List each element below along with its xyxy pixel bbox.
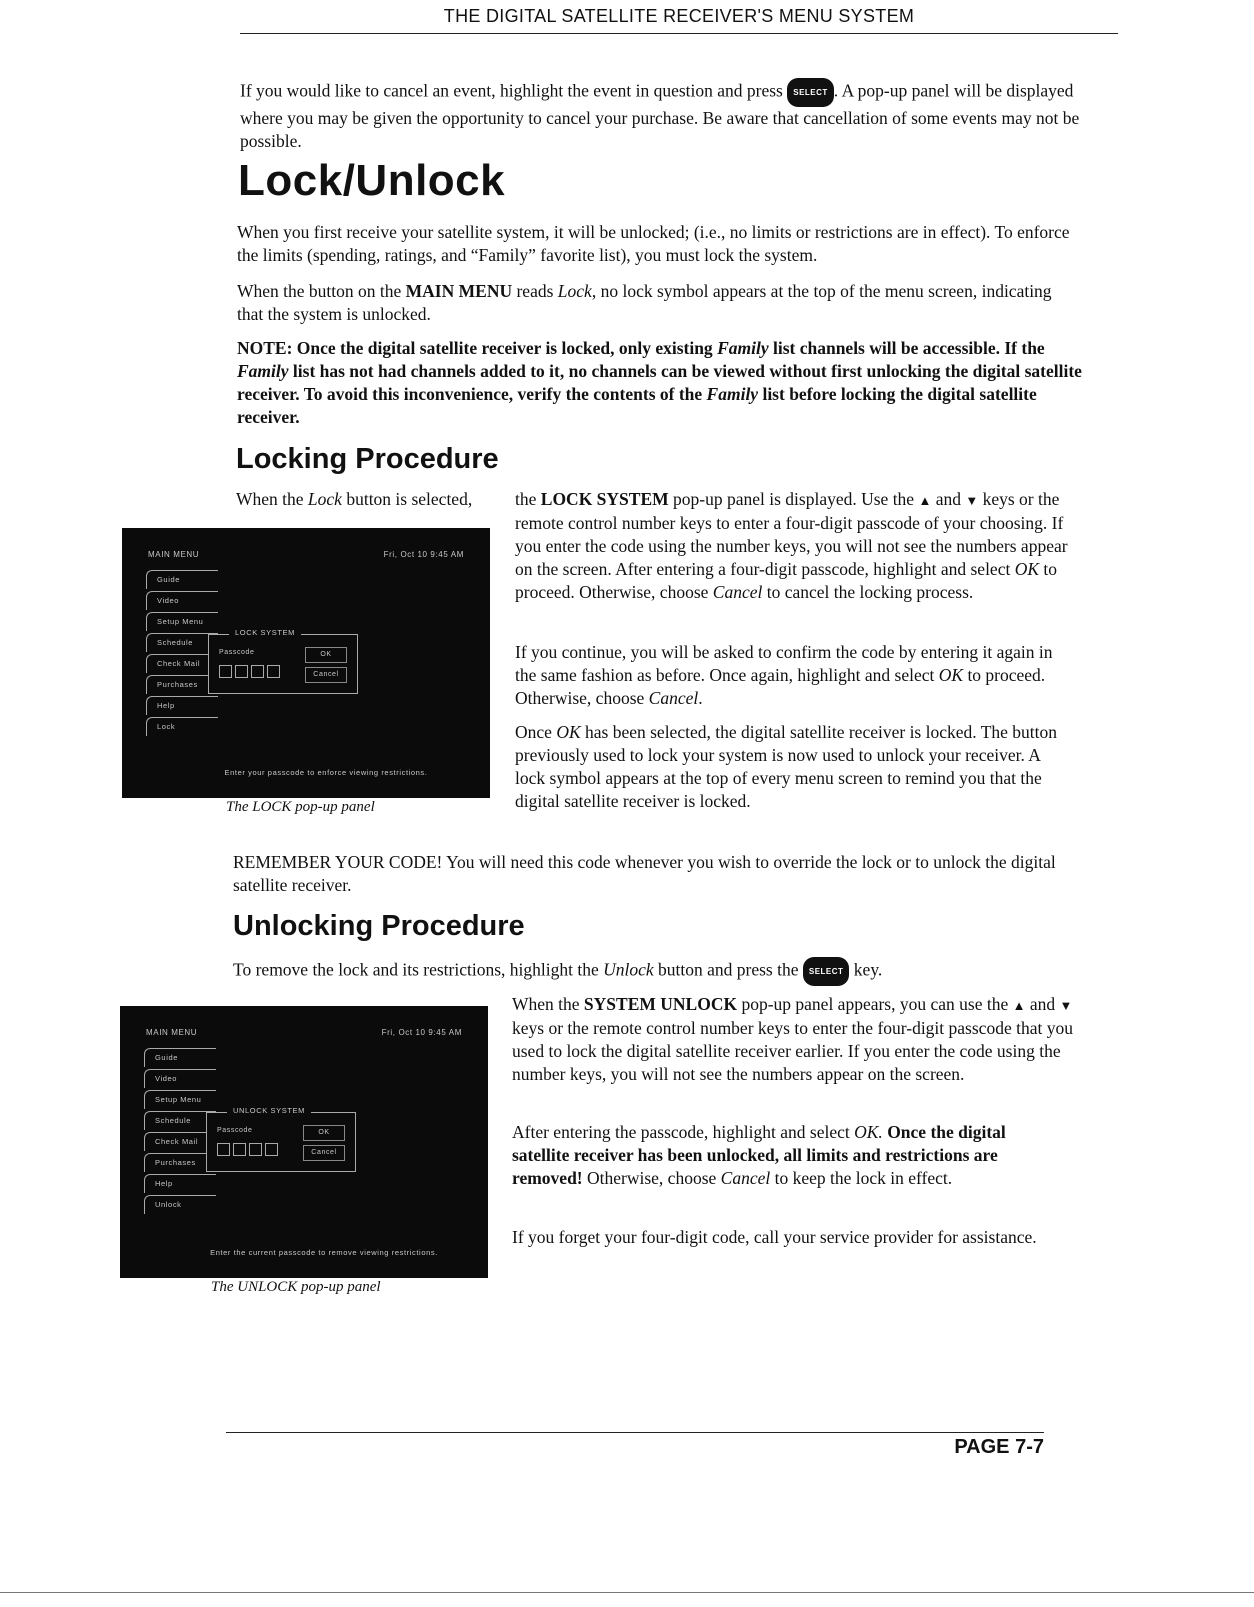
passcode-digit-box: [219, 665, 232, 678]
popup-title: UNLOCK SYSTEM: [227, 1106, 311, 1115]
screen-button-video: Video: [144, 1069, 216, 1088]
cancel-label: Cancel: [720, 1168, 771, 1188]
locking-para-2: [515, 641, 1075, 710]
lock-system-label: LOCK SYSTEM: [540, 489, 669, 509]
down-arrow-icon: ▼: [965, 493, 979, 508]
page-number: PAGE 7-7: [954, 1436, 1044, 1458]
ok-label: OK.: [854, 1122, 883, 1142]
ok-label: OK: [938, 665, 964, 685]
text-span: to keep the lock in effect.: [774, 1168, 953, 1188]
passcode-digit-box: [217, 1143, 230, 1156]
screen-button-setup: Setup Menu: [146, 612, 218, 631]
text-span: list channels will be accessible. If the: [772, 338, 1045, 358]
text-span: When the button on the: [237, 281, 402, 301]
screen-button-purchases: Purchases: [146, 675, 218, 694]
scan-edge-line: [0, 1592, 1254, 1593]
up-arrow-icon: ▲: [1012, 998, 1026, 1013]
text-span: , no lock symbol appears at the top of the menu screen, indicating that the system is unlocked.: [237, 281, 1052, 324]
text-span: to proceed. Otherwise, choose: [515, 665, 1046, 708]
screen-footer-text: Enter your passcode to enforce viewing restrictions.: [224, 768, 428, 777]
unlock-system-popup: [206, 1106, 356, 1172]
screen-button-help: Help: [144, 1174, 216, 1193]
screen-menu-label: MAIN MENU: [146, 1028, 198, 1037]
down-arrow-icon: ▼: [1059, 998, 1073, 1013]
family-label: Family: [237, 361, 289, 381]
popup-title: LOCK SYSTEM: [229, 628, 301, 637]
popup-ok-button: OK: [303, 1125, 345, 1141]
popup-cancel-button: Cancel: [303, 1145, 345, 1161]
text-span: To remove the lock and its restrictions, highlight the: [233, 959, 599, 980]
text-span: key.: [853, 959, 883, 980]
text-span: keys or the remote control number keys to enter a four-digit passcode of your choosing. If you enter the code using the number keys, you will not see the numbers appear on the screen. After entering a four-digit passcode, highlight and select: [515, 489, 1068, 579]
passcode-boxes: [219, 665, 283, 680]
main-menu-label: MAIN MENU: [405, 281, 513, 301]
screen-button-guide: Guide: [146, 570, 218, 589]
popup-cancel-button: Cancel: [305, 667, 347, 683]
note-paragraph: [237, 337, 1097, 429]
intro-paragraph: [240, 78, 1080, 153]
text-span: Once: [515, 722, 552, 742]
screen-menu-label: MAIN MENU: [148, 550, 200, 559]
header-rule: [240, 33, 1118, 34]
up-arrow-icon: ▲: [918, 493, 932, 508]
unlocking-para-1: [512, 993, 1077, 1086]
text-span: pop-up panel is displayed. Use the: [673, 489, 915, 509]
text-span: When the: [512, 994, 580, 1014]
section-title-locking: Locking Procedure: [236, 443, 499, 475]
lock-label: Lock: [307, 489, 342, 509]
text-span: to cancel the locking process.: [766, 582, 974, 602]
lock-screen-image: [122, 528, 490, 798]
text-span: If you continue, you will be asked to confirm the code by entering it again in the same fashion as before. Once again, highlight and select: [515, 642, 1053, 685]
screen-button-schedule: Schedule: [144, 1111, 216, 1130]
select-key-icon: SELECT: [803, 957, 850, 986]
text-span: NOTE: Once the digital satellite receiver is locked, only existing: [237, 338, 713, 358]
cancel-label: Cancel: [648, 688, 699, 708]
text-span: When the: [236, 489, 304, 509]
text-span: list has not had channels added to it, no channels can be viewed without first unlocking the digital satellite receiver. To avoid this inconvenience, verify the contents of the: [237, 361, 1082, 404]
footer-rule: [226, 1432, 1044, 1433]
passcode-digit-box: [235, 665, 248, 678]
screen-button-help: Help: [146, 696, 218, 715]
select-key-icon: SELECT: [787, 78, 834, 107]
text-span: keys or the remote control number keys to enter the four-digit passcode that you used to lock the digital satellite receiver earlier. If you enter the code using the number keys, you will not see the numbers appear on the screen.: [512, 1018, 1073, 1084]
screen-button-purchases: Purchases: [144, 1153, 216, 1172]
lock-system-popup: [208, 628, 358, 694]
passcode-digit-box: [251, 665, 264, 678]
locking-intro: [236, 488, 536, 511]
screen-button-schedule: Schedule: [146, 633, 218, 652]
popup-ok-button: OK: [305, 647, 347, 663]
passcode-digit-box: [265, 1143, 278, 1156]
passcode-digit-box: [267, 665, 280, 678]
intro-text-after: . A pop-up panel will be displayed where you may be given the opportunity to cancel your purchase. Be aware that cancellation of some events may not be possible.: [240, 80, 1080, 151]
screen-button-guide: Guide: [144, 1048, 216, 1067]
unlock-label: Unlock: [603, 959, 654, 980]
passcode-digit-box: [233, 1143, 246, 1156]
screen-datetime: Fri, Oct 10 9:45 AM: [383, 550, 464, 559]
text-span: the: [515, 489, 537, 509]
unlocking-para-2: [512, 1121, 1057, 1190]
screen-button-unlock: Unlock: [144, 1195, 216, 1214]
text-span: and: [935, 489, 961, 509]
page-header-title: THE DIGITAL SATELLITE RECEIVER'S MENU SYSTEM: [443, 6, 915, 26]
passcode-digit-box: [249, 1143, 262, 1156]
unlock-screen-caption: The UNLOCK pop-up panel: [211, 1279, 381, 1295]
locking-para-3: [515, 721, 1060, 813]
lock-screen-caption: The LOCK pop-up panel: [226, 799, 375, 815]
screen-datetime: Fri, Oct 10 9:45 AM: [381, 1028, 462, 1037]
locking-para-1: [515, 488, 1070, 604]
family-label: Family: [717, 338, 769, 358]
unlocking-para-3: If you forget your four-digit code, call your service provider for assistance.: [512, 1227, 1037, 1247]
section-title-unlocking: Unlocking Procedure: [233, 910, 525, 942]
text-span: After entering the passcode, highlight and select: [512, 1122, 850, 1142]
text-span: pop-up panel appears, you can use the: [741, 994, 1009, 1014]
text-span: to proceed. Otherwise, choose: [515, 559, 1058, 602]
unlocked-bold-text: Once the digital satellite receiver has been unlocked, all limits and restrictions are removed!: [512, 1122, 1006, 1188]
unlocking-intro: [233, 957, 1093, 986]
passcode-boxes: [217, 1143, 281, 1158]
text-span: button is selected,: [346, 489, 473, 509]
family-label: Family: [706, 384, 759, 404]
text-span: and: [1029, 994, 1056, 1014]
lock-label: Lock: [557, 281, 592, 301]
text-span: .: [698, 688, 703, 708]
popup-passcode-label: Passcode: [219, 649, 255, 656]
screen-footer-text: Enter the current passcode to remove viewing restrictions.: [210, 1248, 438, 1257]
section-title-lock-unlock: Lock/Unlock: [238, 156, 506, 205]
ok-label: OK: [1014, 559, 1040, 579]
screen-button-video: Video: [146, 591, 218, 610]
intro-text-before: If you would like to cancel an event, highlight the event in question and press: [240, 80, 783, 101]
text-span: Otherwise, choose: [587, 1168, 717, 1188]
screen-button-mail: Check Mail: [146, 654, 218, 673]
popup-passcode-label: Passcode: [217, 1127, 253, 1134]
text-span: has been selected, the digital satellite receiver is locked. The button previously used to lock your system is now used to unlock your receiver. A lock symbol appears at the top of every menu screen to remind you that the digital satellite receiver is locked.: [515, 722, 1058, 811]
screen-button-mail: Check Mail: [144, 1132, 216, 1151]
text-span: button and press the: [658, 959, 799, 980]
ok-label: OK: [556, 722, 581, 742]
cancel-label: Cancel: [712, 582, 763, 602]
lock-para-1: When you first receive your satellite system, it will be unlocked; (i.e., no limits or restrictions are in effect). To enforce the limits (spending, ratings, and “Family” favorite list), you must lock the system.: [237, 222, 1070, 265]
system-unlock-label: SYSTEM UNLOCK: [583, 994, 738, 1014]
text-span: reads: [516, 281, 554, 301]
remember-paragraph: REMEMBER YOUR CODE! You will need this code whenever you wish to override the lock or to unlock the digital satellite receiver.: [233, 852, 1056, 895]
lock-para-2: [237, 280, 1082, 326]
screen-button-setup: Setup Menu: [144, 1090, 216, 1109]
text-span: list before locking the digital satellite receiver.: [237, 384, 1037, 427]
screen-button-lock: Lock: [146, 717, 218, 736]
unlock-screen-image: [120, 1006, 488, 1278]
